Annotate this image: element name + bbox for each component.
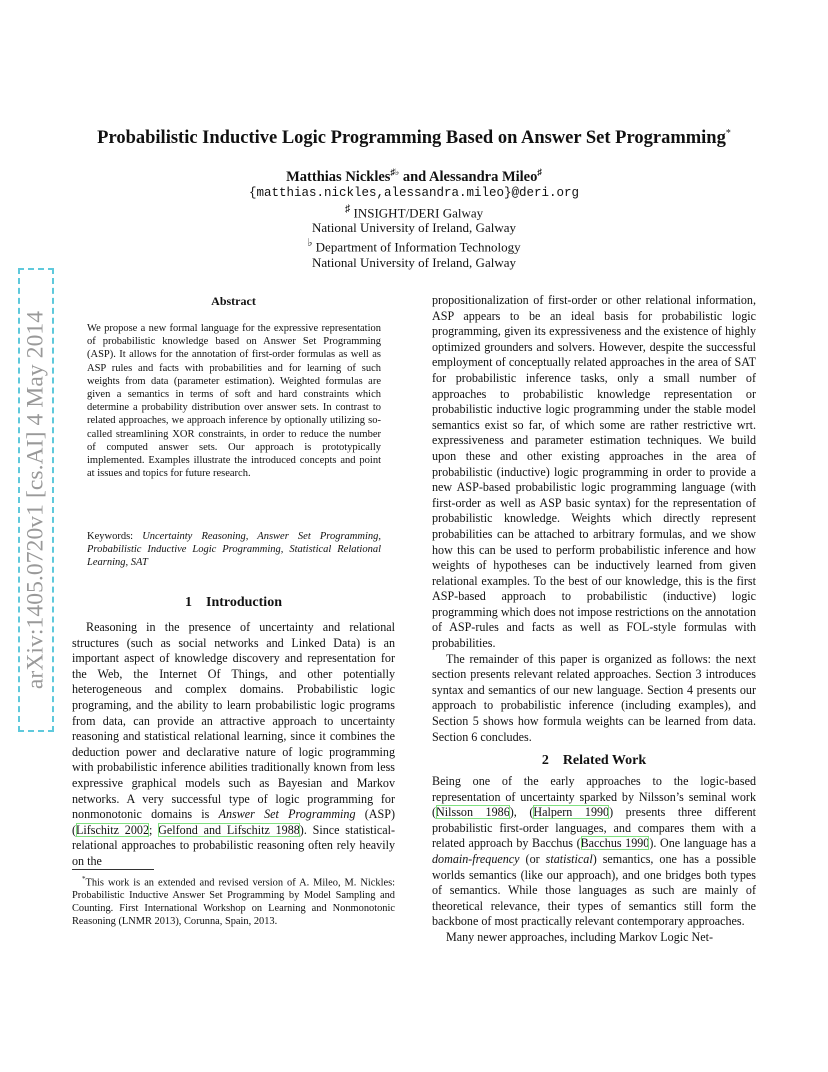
related-text: ) semantics, one has a possible worlds semantics (like our approach), and one bridges both types of semantics. While those languages as such are mainly of theoretical relevance, their types of semantics still form the backbone of most practically relevant contemporary approaches. (432, 851, 756, 929)
related-text: ), ( (509, 805, 534, 820)
citation-link[interactable]: Gelfond and Lifschitz 1988 (158, 822, 300, 837)
affiliation-1 (0, 202, 828, 221)
affiliation-4: National University of Ireland, Galway (312, 254, 516, 270)
arxiv-stamp (18, 268, 54, 732)
footnote-mark: * (82, 875, 86, 883)
related-emphasis: domain-frequency (432, 851, 520, 866)
affiliation-2: National University of Ireland, Galway (312, 220, 516, 236)
section-title: Introduction (206, 595, 282, 610)
affiliation-1-text: INSIGHT/DERI Galway (353, 204, 484, 220)
author-1: Matthias Nickles (286, 168, 391, 185)
section-number: 1 (185, 595, 192, 610)
citation-link[interactable]: Bacchus 1990 (580, 836, 650, 851)
keywords (87, 530, 381, 570)
title-text: Probabilistic Inductive Logic Programming Based on Answer Set Programming (97, 128, 726, 149)
abstract-heading: Abstract (211, 294, 256, 308)
intro-text: Reasoning in the presence of uncertainty and relational structures (such as social networks and Linked Data) is an important aspect of knowledge discovery and representation for the Web, the Internet Of Things, and other potentially heterogeneous and complex domains. Probabilistic logic programing, and the ability to learn probabilistic logic programs from data, can provide an attractive approach to uncertainty reasoning and statistical relational learning, since it combines the deduction power and declarative nature of logic programming with probabilistic inference abilities traditionally known from less expressive graphical models such as Bayesian and Markov networks. A very successful type of logic programming for nonmonotonic domains is (72, 620, 395, 822)
citation-link[interactable]: Lifschitz 2002 (76, 822, 149, 837)
citation-link[interactable]: Nilsson 1986 (436, 805, 510, 820)
related-work-text (432, 774, 756, 946)
author-2: Alessandra Mileo (429, 168, 538, 185)
affiliation-1-mark: ♯ (344, 202, 351, 215)
introduction-paragraph (72, 620, 395, 870)
author-conj: and (399, 168, 430, 185)
related-text: Being one of the early approaches to the logic-based representation of uncertainty sparked by Nilsson’s seminal work ( (432, 774, 756, 820)
section-number: 2 (541, 753, 549, 768)
intro-asp-term: Answer Set Programming (218, 807, 356, 822)
footnote-text: This work is an extended and revised version of A. Mileo, M. Nickles: Probabilistic Inductive Answer Set Programming by Model Sampling and Counting. First International Workshop on Learning and Nonmonotonic Reasoning (LNMR 2013), Corunna, Spain, 2013. (72, 877, 395, 928)
intro-continued-paragraph: propositionalization of first-order or other relational information, ASP appears to be an ideal basis for probabilistic logic programming, given its expressiveness and the existence of highly optimized grounders and solvers. However, despite the successful employment of conceptually related approaches in the area of SAT for probabilistic inference tasks, only a small number of approaches to probabilistic knowledge representation or probabilistic inductive logic programming under the stable model semantics exist so far, of which some are rather restrictive wrt. expressiveness and parameter estimation techniques. We build upon these and other existing approaches in the area of probabilistic (inductive) logic programming in order to provide a new ASP-based probabilistic logic programming language (with first-order as well as ASP basic syntax) for the representation of probabilistic knowledge. Weights which directly represent probabilities can be attached to arbitrary formulas, and we show how this can be used to perform probabilistic inference and how weights of hypotheses can be inductively learned from given relational examples. To the best of our knowledge, this is the first ASP-based approach to probabilistic (inductive) logic programming which does not impose restrictions on the annotation of ASP-rules and facts as well as FOL-style formulas with probabilities. (432, 293, 756, 651)
related-text: ). One language has a (649, 836, 756, 851)
footnote (72, 873, 395, 928)
citation-link[interactable]: Halpern 1990 (533, 805, 610, 820)
section-heading-introduction (72, 595, 395, 611)
section-heading-related-work (432, 753, 756, 769)
intro-text: (ASP) ( (72, 807, 395, 837)
intro-text: ; (149, 822, 159, 837)
affiliation-3 (0, 236, 828, 255)
related-text: (or (519, 851, 546, 866)
affiliation-3-text: Department of Information Technology (315, 239, 521, 255)
affiliation-3-mark: ♭ (307, 236, 313, 249)
abstract-text: We propose a new formal language for the expressive representation of probabilistic knowledge based on Answer Set Programming (ASP). It allows for the annotation of first-order formulas as well as ASP rules and facts with probabilities and for learning of such weights from data (parameter estimation). Weighted formulas are given a semantics in terms of soft and hard constraints which determine a probability distribution over answer sets. In contrast to related approaches, we approach inference by optionally utilizing so-called streamlining XOR constraints, in order to reduce the number of computed answer sets. Our approach is prototypically implemented. Examples illustrate the introduced concepts and point at issues and topics for future research. (87, 323, 381, 480)
related-next-paragraph: Many newer approaches, including Markov Logic Net- (446, 929, 713, 944)
paper-title (40, 128, 788, 149)
author-emails: {matthias.nickles,alessandra.mileo}@deri.org (248, 186, 580, 200)
arxiv-id: arXiv:1405.0720v1 [cs.AI] 4 May 2014 (22, 310, 49, 690)
author-2-marks: ♯ (537, 167, 542, 177)
right-column-text (432, 293, 756, 745)
authors (0, 167, 828, 186)
affiliations (0, 186, 828, 270)
footnote-rule (72, 869, 154, 870)
author-1-marks: ♯♭ (390, 167, 400, 177)
section-title: Related Work (562, 753, 647, 768)
intro-text: ). Since statistical-relational approaches to probabilistic reasoning often rely heavily on the (72, 822, 395, 868)
keywords-list: Uncertainty Reasoning, Answer Set Programming, Probabilistic Inductive Logic Programming, Statistical Relational Learning, SAT (87, 531, 381, 569)
outline-paragraph: The remainder of this paper is organized as follows: the next section presents relevant related approaches. Section 3 introduces syntax and semantics of our new language. Section 4 presents our approach to probabilistic inference (including examples), and Section 5 shows how formula weights can be learned from data. Section 6 concludes. (432, 651, 756, 744)
title-footnote-mark: * (725, 128, 731, 139)
related-emphasis: statistical (545, 851, 593, 866)
related-text: ) presents three different probabilistic first-order languages, and compares them with a related approach by Bacchus ( (432, 805, 757, 851)
keywords-label: Keywords: (87, 531, 143, 542)
